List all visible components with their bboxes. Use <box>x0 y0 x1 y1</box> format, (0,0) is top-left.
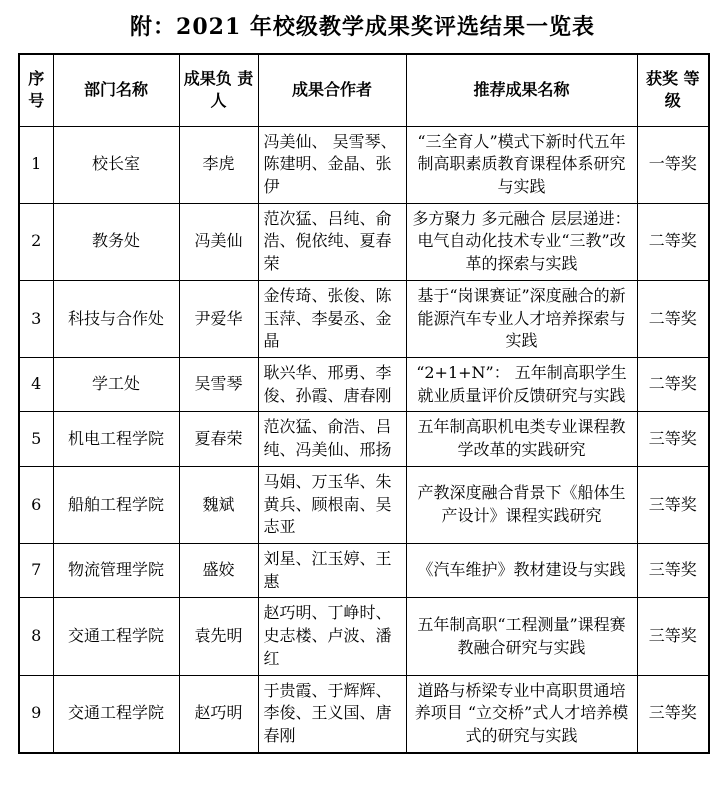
cell-num: 9 <box>19 675 53 753</box>
cell-achievement: 《汽车维护》教材建设与实践 <box>406 544 637 598</box>
cell-collaborators: 刘星、江玉婷、王惠 <box>258 544 406 598</box>
cell-leader: 夏春荣 <box>179 412 258 466</box>
results-table-header <box>19 54 709 126</box>
cell-achievement: “2+1+N”： 五年制高职学生就业质量评价反馈研究与实践 <box>406 357 637 411</box>
cell-achievement: “三全育人”模式下新时代五年制高职素质教育课程体系研究与实践 <box>406 126 637 203</box>
cell-collaborators: 范次猛、吕纯、俞浩、倪依纯、夏春荣 <box>258 203 406 280</box>
cell-num: 5 <box>19 412 53 466</box>
cell-department: 校长室 <box>53 126 179 203</box>
cell-num: 7 <box>19 544 53 598</box>
results-table <box>18 53 710 754</box>
cell-num: 8 <box>19 598 53 675</box>
cell-leader: 盛姣 <box>179 544 258 598</box>
cell-collaborators: 范次猛、俞浩、吕纯、冯美仙、邢扬 <box>258 412 406 466</box>
cell-leader: 赵巧明 <box>179 675 258 753</box>
cell-award: 三等奖 <box>637 598 709 675</box>
cell-achievement: 产教深度融合背景下《船体生产设计》课程实践研究 <box>406 466 637 543</box>
header-collaborators: 成果合作者 <box>258 54 406 126</box>
cell-award: 二等奖 <box>637 280 709 357</box>
header-leader: 成果负 责人 <box>179 54 258 126</box>
cell-achievement: 五年制高职“工程测量”课程赛教融合研究与实践 <box>406 598 637 675</box>
cell-award: 一等奖 <box>637 126 709 203</box>
header-department: 部门名称 <box>53 54 179 126</box>
cell-collaborators: 马娟、万玉华、朱黄兵、顾根南、吴志亚 <box>258 466 406 543</box>
results-table-body <box>19 126 709 753</box>
table-row <box>19 126 709 203</box>
cell-leader: 魏斌 <box>179 466 258 543</box>
cell-department: 交通工程学院 <box>53 598 179 675</box>
cell-achievement: 五年制高职机电类专业课程教学改革的实践研究 <box>406 412 637 466</box>
cell-achievement: 多方聚力 多元融合 层层递进：电气自动化技术专业“三教”改革的探索与实践 <box>406 203 637 280</box>
cell-num: 2 <box>19 203 53 280</box>
header-num: 序号 <box>19 54 53 126</box>
header-achievement: 推荐成果名称 <box>406 54 637 126</box>
cell-department: 教务处 <box>53 203 179 280</box>
cell-leader: 吴雪琴 <box>179 357 258 411</box>
cell-collaborators: 金传琦、张俊、陈玉萍、李晏丞、金晶 <box>258 280 406 357</box>
cell-award: 三等奖 <box>637 412 709 466</box>
cell-department: 物流管理学院 <box>53 544 179 598</box>
table-row <box>19 357 709 411</box>
cell-leader: 尹爱华 <box>179 280 258 357</box>
cell-department: 船舶工程学院 <box>53 466 179 543</box>
cell-award: 三等奖 <box>637 544 709 598</box>
cell-collaborators: 于贵霞、于辉辉、李俊、王义国、唐春刚 <box>258 675 406 753</box>
cell-collaborators: 赵巧明、丁峥时、史志楼、卢波、潘红 <box>258 598 406 675</box>
table-row <box>19 675 709 753</box>
cell-collaborators: 耿兴华、邢勇、李俊、孙霞、唐春刚 <box>258 357 406 411</box>
cell-leader: 李虎 <box>179 126 258 203</box>
table-row <box>19 466 709 543</box>
cell-award: 三等奖 <box>637 466 709 543</box>
cell-department: 机电工程学院 <box>53 412 179 466</box>
cell-leader: 冯美仙 <box>179 203 258 280</box>
cell-num: 3 <box>19 280 53 357</box>
cell-award: 二等奖 <box>637 357 709 411</box>
document-title: 附：2021 年校级教学成果奖评选结果一览表 <box>130 14 595 40</box>
cell-award: 三等奖 <box>637 675 709 753</box>
cell-achievement: 道路与桥梁专业中高职贯通培养项目 “立交桥”式人才培养模式的研究与实践 <box>406 675 637 753</box>
cell-collaborators: 冯美仙、 吴雪琴、陈建明、金晶、张伊 <box>258 126 406 203</box>
table-row <box>19 598 709 675</box>
cell-achievement: 基于“岗课赛证”深度融合的新能源汽车专业人才培养探索与实践 <box>406 280 637 357</box>
header-row <box>19 54 709 126</box>
cell-award: 二等奖 <box>637 203 709 280</box>
cell-leader: 袁先明 <box>179 598 258 675</box>
table-row <box>19 203 709 280</box>
header-award: 获奖 等级 <box>637 54 709 126</box>
cell-num: 4 <box>19 357 53 411</box>
cell-num: 6 <box>19 466 53 543</box>
cell-department: 交通工程学院 <box>53 675 179 753</box>
table-row <box>19 544 709 598</box>
cell-num: 1 <box>19 126 53 203</box>
cell-department: 学工处 <box>53 357 179 411</box>
table-row <box>19 280 709 357</box>
cell-department: 科技与合作处 <box>53 280 179 357</box>
table-row <box>19 412 709 466</box>
